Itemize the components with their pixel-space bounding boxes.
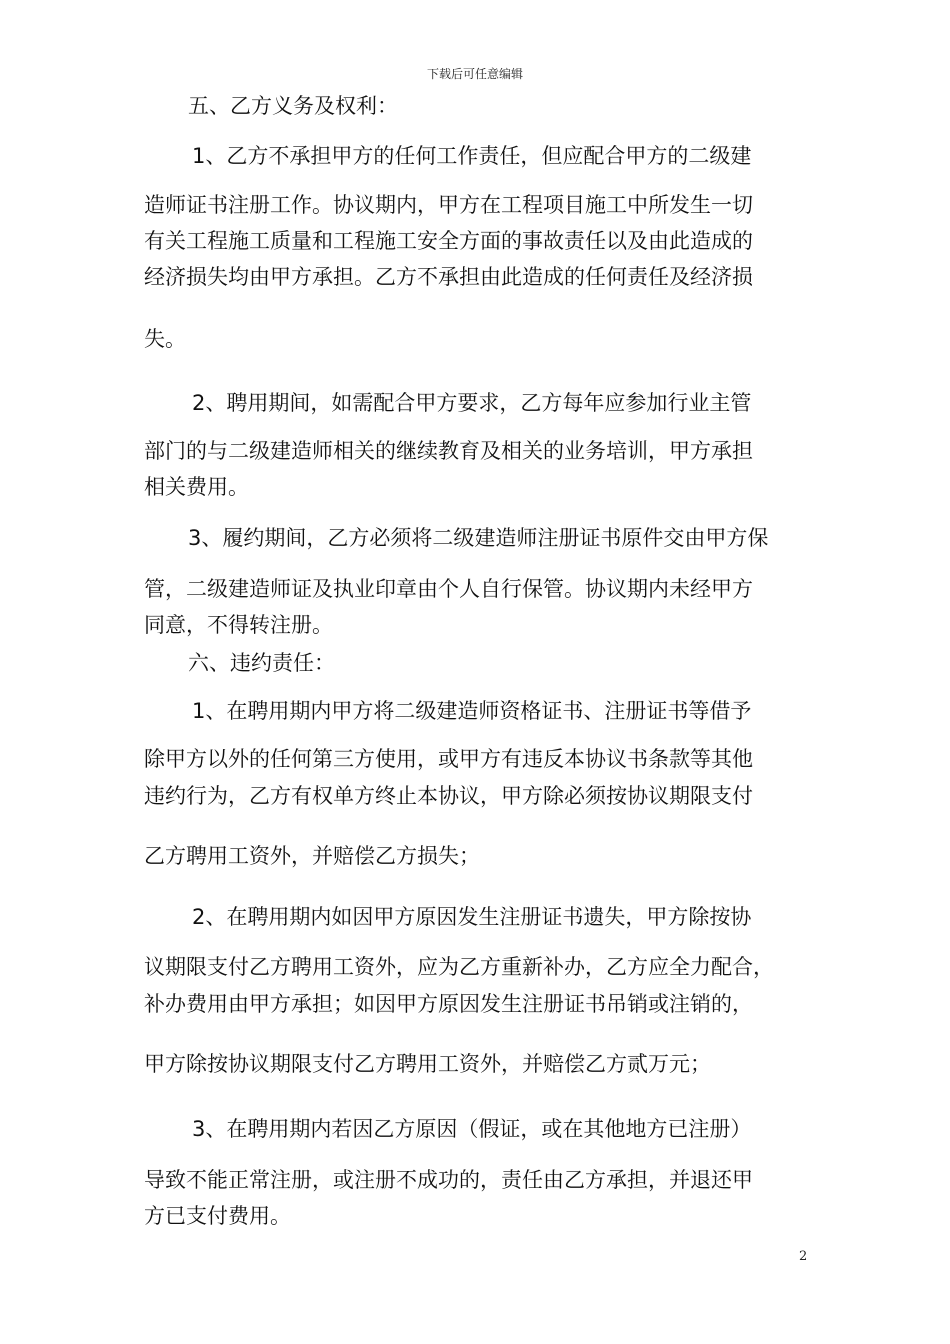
- paragraph-line: 失。: [144, 327, 186, 351]
- paragraph-line: 甲方除按协议期限支付乙方聘用工资外，并赔偿乙方贰万元；: [144, 1052, 711, 1076]
- paragraph-line: 1、在聘用期内甲方将二级建造师资格证书、注册证书等借予: [192, 699, 752, 723]
- paragraph-line: 除甲方以外的任何第三方使用，或甲方有违反本协议书条款等其他: [144, 747, 753, 771]
- paragraph-line: 议期限支付乙方聘用工资外，应为乙方重新补办，乙方应全力配合，: [144, 955, 774, 979]
- paragraph-line: 经济损失均由甲方承担。乙方不承担由此造成的任何责任及经济损: [144, 265, 753, 289]
- paragraph-line: 3、在聘用期内若因乙方原因（假证，或在其他地方已注册）: [192, 1117, 752, 1141]
- paragraph-line: 3、履约期间，乙方必须将二级建造师注册证书原件交由甲方保: [188, 526, 769, 550]
- paragraph-line: 方已支付费用。: [144, 1204, 291, 1228]
- section-six-heading: 六、违约责任：: [188, 651, 335, 675]
- paragraph-line: 违约行为，乙方有权单方终止本协议，甲方除必须按协议期限支付: [144, 784, 753, 808]
- paragraph-line: 乙方聘用工资外，并赔偿乙方损失；: [144, 844, 480, 868]
- paragraph-line: 相关费用。: [144, 475, 249, 499]
- paragraph-line: 有关工程施工质量和工程施工安全方面的事故责任以及由此造成的: [144, 229, 753, 253]
- paragraph-line: 管，二级建造师证及执业印章由个人自行保管。协议期内未经甲方: [144, 577, 753, 601]
- paragraph-line: 造师证书注册工作。协议期内，甲方在工程项目施工中所发生一切: [144, 193, 753, 217]
- paragraph-line: 2、聘用期间，如需配合甲方要求，乙方每年应参加行业主管: [192, 391, 752, 415]
- paragraph-line: 补办费用由甲方承担；如因甲方原因发生注册证书吊销或注销的，: [144, 992, 753, 1016]
- download-note: 下载后可任意编辑: [426, 67, 523, 81]
- paragraph-line: 同意，不得转注册。: [144, 613, 333, 637]
- paragraph-line: 1、乙方不承担甲方的任何工作责任，但应配合甲方的二级建: [192, 144, 752, 168]
- paragraph-line: 2、在聘用期内如因甲方原因发生注册证书遗失，甲方除按协: [192, 905, 752, 929]
- paragraph-line: 部门的与二级建造师相关的继续教育及相关的业务培训，甲方承担: [144, 439, 753, 463]
- section-five-heading: 五、乙方义务及权利：: [188, 94, 398, 118]
- page-number: 2: [799, 1249, 808, 1264]
- paragraph-line: 导致不能正常注册，或注册不成功的，责任由乙方承担，并退还甲: [144, 1168, 753, 1192]
